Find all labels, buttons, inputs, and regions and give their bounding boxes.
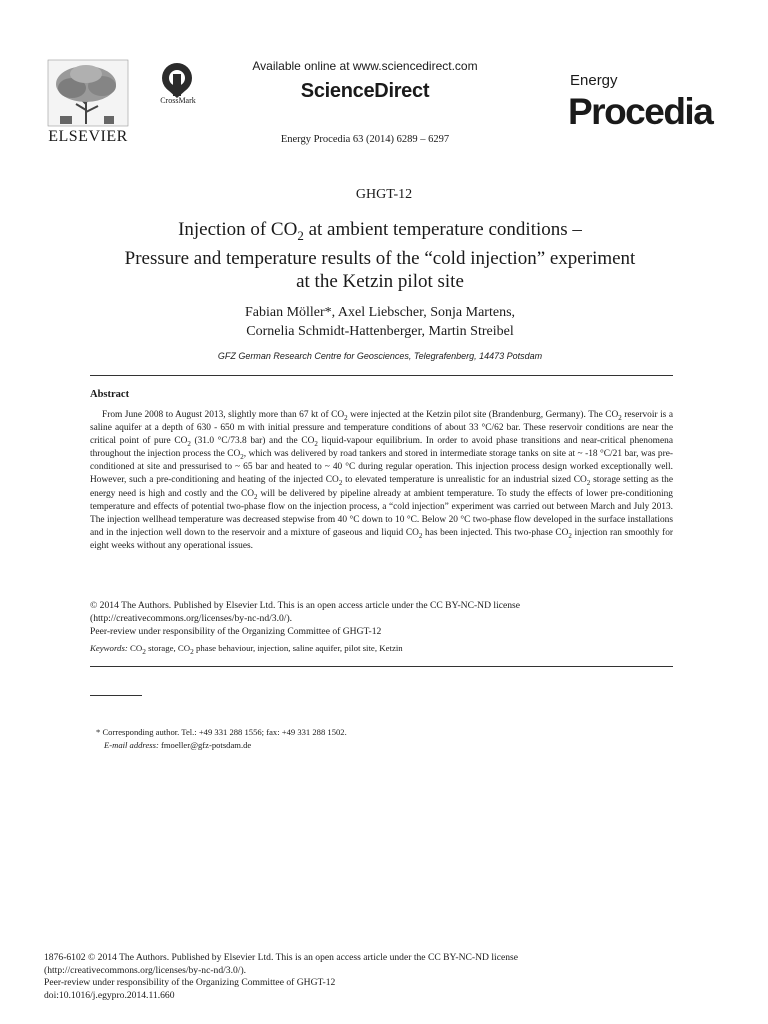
- footnote-divider: [90, 695, 142, 696]
- section-divider: [90, 375, 673, 376]
- author-email-link[interactable]: fmoeller@gfz-potsdam.de: [158, 740, 252, 750]
- journal-citation: Energy Procedia 63 (2014) 6289 – 6297: [280, 134, 450, 145]
- corresponding-author-footnote: * Corresponding author. Tel.: +49 331 288 1556; fax: +49 331 288 1502. E-mail address: fmoeller@gfz-potsdam.de: [96, 727, 347, 750]
- affiliation: GFZ German Research Centre for Geosciences, Telegrafenberg, 14473 Potsdam: [217, 351, 543, 361]
- crossmark-label: CrossMark: [160, 96, 196, 105]
- license-link[interactable]: (http://creativecommons.org/licenses/by-nc-nd/3.0/).: [90, 613, 293, 624]
- publisher-name: ELSEVIER: [48, 128, 128, 145]
- doi-link[interactable]: doi:10.1016/j.egypro.2014.11.660: [44, 989, 175, 1001]
- abstract-text: From June 2008 to August 2013, slightly more than 67 kt of $CO_2$ were injected at the Ketzin pilot site (Brandenburg, Germany). The $CO_2$ reservoir is a saline aquifer at a depth of 630 - 650 m with initial pressure and temperature conditions of about 33 °C/62 bar. These reservoir conditions are near the critical point of pure $CO_2$ (31.0 °C/73.8 bar) and the $CO_2$ liquid-vapour equilibrium. In order to avoid phase transitions and near-critical phenomena throughout the injection process the $CO_2$, which was delivered by road tankers and stored in intermediate storage tanks on site at ~ -18 °C/21 bar, was pre-conditioned at site and pressurised to ~ 65 bar and heated to ~ 40 °C during regular operation. This injection process design worked exceptionally well. However, such a pre-conditioning and heating of the injected $CO_2$ to elevated temperature is unrealistic for an industrial sized $CO_2$ storage setting as the energy need is high and costly and the $CO_2$ will be delivered by pipeline already at ambient temperature. To study the effects of lower pre-conditioning temperature and effects of potential two-phase flow on the injection process, a “cold injection” experiment was carried out between March and July 2013. The injection wellhead temperature was decreased stepwise from 40 °C down to 10 °C. Below 20 °C two-phase flow developed in the surface installations and in the injection well down to the reservoir and a mixture of gaseous and liquid $CO_2$ has been injected. This two-phase $CO_2$ injection ran smoothly for eight weeks without any operational issues.: [90, 410, 674, 551]
- conference-name: GHGT-12: [355, 187, 413, 202]
- keywords-label: Keywords:: [90, 643, 128, 653]
- sciencedirect-logo: ScienceDirect: [300, 80, 430, 102]
- available-online-link[interactable]: Available online at www.sciencedirect.com: [252, 59, 478, 73]
- copyright-footer: 1876-6102 © 2014 The Authors. Published by Elsevier Ltd. This is an open access article under the CC BY-NC-ND license (http://creativecommons.org/licenses/by-nc-nd/3.0/). Peer-review under responsibility of the Organizing Committee of GHGT-12 doi:10.1016/j.egypro.2014.11.660: [44, 952, 744, 1002]
- keywords: Keywords: $CO_2$ storage, $CO_2$ phase behaviour, injection, saline aquifer, pilot site, Ketzin: [90, 643, 403, 656]
- author-list: Fabian Möller*, Axel Liebscher, Sonja Martens, Cornelia Schmidt-Hattenberger, Martin Streibel: [244, 305, 516, 339]
- section-divider: [90, 666, 673, 667]
- paper-title: Injection of $CO_2$ at ambient temperature conditions – Pressure and temperature results of the “cold injection” experiment at the Ketzin pilot site: [124, 219, 636, 292]
- journal-logo-large: Procedia: [568, 91, 713, 132]
- license-statement: © 2014 The Authors. Published by Elsevier Ltd. This is an open access article under the CC BY-NC-ND license (http://creativecommons.org/licenses/by-nc-nd/3.0/). Peer-review under responsibility of the Organizing Committee of GHGT-12: [90, 599, 673, 638]
- abstract-heading: Abstract: [90, 389, 130, 400]
- journal-logo-small: Energy: [570, 72, 618, 89]
- footer-license-link[interactable]: (http://creativecommons.org/licenses/by-nc-nd/3.0/).: [44, 964, 247, 976]
